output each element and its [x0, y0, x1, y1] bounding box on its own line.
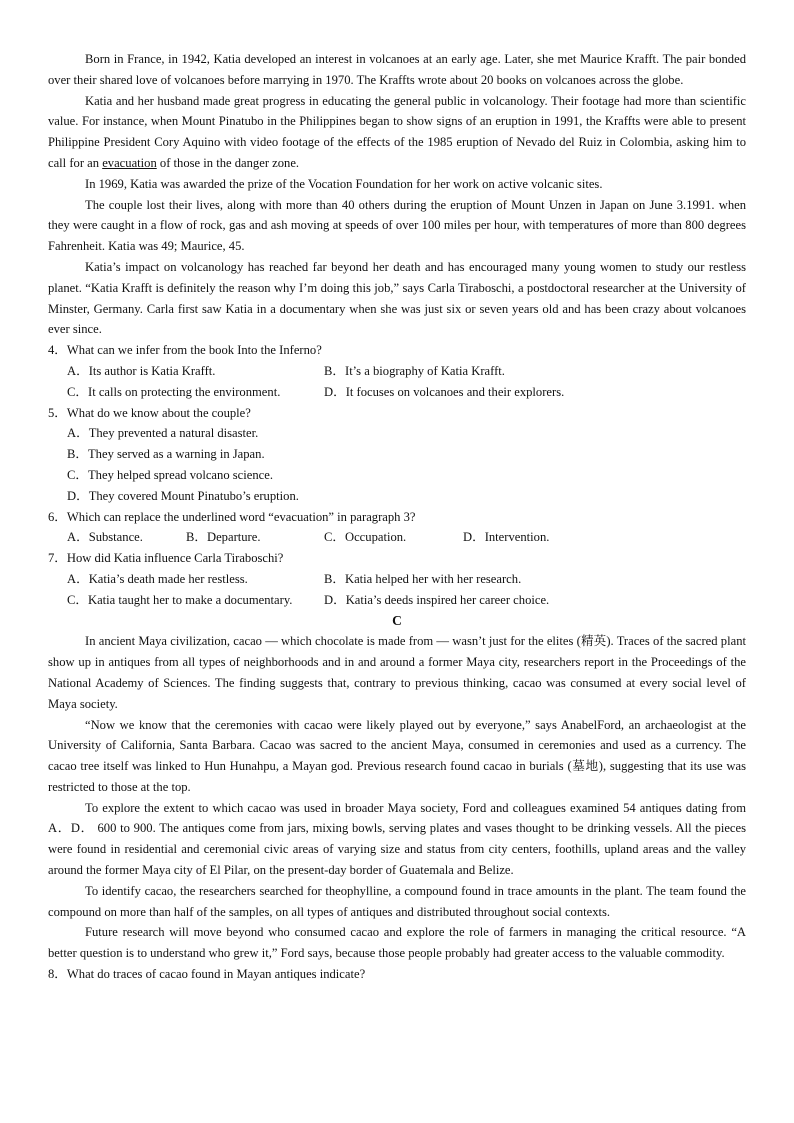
question-5-option-b: B．They served as a warning in Japan.	[67, 447, 265, 462]
underlined-word-evacuation: evacuation	[102, 155, 157, 170]
passage-b-paragraph-3: In 1969, Katia was awarded the prize of the Vocation Foundation for her work on active volcanic sites.	[85, 176, 603, 191]
section-c-paragraph-4: To identify cacao, the researchers searched for theophylline, a compound found in trace amounts in the plant. The team found the compound on more than half of the samples, on all types of antiques and distributed throughout social contexts.	[48, 883, 746, 919]
question-4-option-d: D．It focuses on volcanoes and their explorers.	[324, 384, 565, 399]
passage-b-paragraph-5: Katia’s impact on volcanology has reached far beyond her death and has encouraged many young women to study our restless planet. “Katia Krafft is definitely the reason why I’m doing this job,” says Carla Tiraboschi, a postdoctoral researcher at the University of Minster, Germany. Carla first saw Katia in a documentary when she was just six or seven years old and has been crazy about volcanoes ever since.	[48, 259, 746, 337]
passage-b-paragraph-2-tail: of those in the danger zone.	[156, 155, 300, 170]
question-4-option-c: C．It calls on protecting the environment.	[67, 384, 281, 399]
question-6-stem: 6．Which can replace the underlined word “evacuation” in paragraph 3?	[48, 509, 416, 524]
question-7-option-a: A．Katia’s death made her restless.	[67, 571, 248, 586]
question-8-stem: 8．What do traces of cacao found in Mayan antiques indicate?	[48, 967, 366, 982]
question-6-option-d: D．Intervention.	[463, 530, 550, 545]
question-6-option-c: C．Occupation.	[324, 530, 407, 545]
question-4-options-row-1	[48, 361, 746, 382]
question-7-option-c: C．Katia taught her to make a documentary.	[67, 592, 293, 607]
exam-page	[48, 49, 746, 985]
question-7-option-b: B．Katia helped her with her research.	[324, 571, 522, 586]
question-5-option-c: C．They helped spread volcano science.	[67, 467, 273, 482]
question-6-option-b: B．Departure.	[186, 530, 261, 545]
question-7-stem: 7．How did Katia influence Carla Tiraboschi?	[48, 551, 284, 566]
passage-b-paragraph-1: Born in France, in 1942, Katia developed an interest in volcanoes at an early age. Later, she met Maurice Krafft. The pair bonded over their shared love of volcanoes before marrying in 1970. The Kraffts wrote about 20 books on volcanoes across the globe.	[48, 52, 746, 87]
passage-b-paragraph-2	[48, 91, 746, 174]
question-5-stem: 5．What do we know about the couple?	[48, 405, 251, 420]
question-4-options-row-2	[48, 382, 746, 403]
question-4-option-b: B．It’s a biography of Katia Krafft.	[324, 363, 505, 378]
question-5-option-a: A．They prevented a natural disaster.	[67, 426, 259, 441]
section-c-paragraph-2: “Now we know that the ceremonies with cacao were likely played out by everyone,” says AnabelFord, an archaeologist at the University of California, Santa Barbara. Cacao was sacred to the ancient Maya, consumed in ceremonies and used as a currency. The cacao tree itself was linked to Hun Hunahpu, a Mayan god. Previous research found cacao in burials (墓地), suggesting that its use was restricted to those at the top.	[48, 717, 746, 794]
question-5-option-d: D．They covered Mount Pinatubo’s eruption.	[67, 488, 299, 503]
passage-b-paragraph-2-text: Katia and her husband made great progress in educating the general public in volcanology. Their footage had more than scientific value. For instance, when Mount Pinatubo in the Philippines began to show signs of an eruption in 1991, the Kraffts were able to present Philippine President Cory Aquino with video footage of the effects of the 1985 eruption of Nevado del Ruiz in Colombia, asking him to call for an	[48, 93, 746, 170]
section-c-heading: C	[392, 612, 402, 628]
question-7-options-row-1	[48, 569, 746, 590]
question-4-stem: 4．What can we infer from the book Into the Inferno?	[48, 343, 322, 358]
question-6-option-a: A．Substance.	[67, 530, 143, 545]
section-c-paragraph-3: To explore the extent to which cacao was used in broader Maya society, Ford and colleagues examined 54 antiques dating from A．D． 600 to 900. The antiques come from jars, mixing bowls, serving plates and vases thought to be drinking vessels. All the pieces were found in residential and ceremonial civic areas of varying size and status from city centers, foothills, upland areas and the valley around the former Maya city of El Pilar, on the present-day border of Guatemala and Belize.	[48, 800, 746, 878]
section-c-paragraph-5: Future research will move beyond who consumed cacao and explore the role of farmers in managing the critical resource. “A better question is to understand who grew it,” Ford says, because those people probably had greater access to the valuable commodity.	[48, 925, 746, 961]
question-4-option-a: A．Its author is Katia Krafft.	[67, 363, 216, 378]
passage-b-paragraph-4: The couple lost their lives, along with more than 40 others during the eruption of Mount Unzen in Japan on June 3.1991. when they were caught in a flow of rock, gas and ash moving at speeds of over 100 miles per hour, with temperatures of more than 800 degrees Fahrenheit. Katia was 49; Maurice, 45.	[48, 197, 746, 254]
section-c-paragraph-1: In ancient Maya civilization, cacao — which chocolate is made from — wasn’t just for the elites (精英). Traces of the sacred plant show up in antiques from all types of neighborhoods and in and around a former Maya city, researchers report in the Proceedings of the National Academy of Sciences. The finding suggests that, contrary to previous thinking, cacao was consumed at every social level of Maya society.	[48, 634, 746, 711]
question-7-options-row-2	[48, 590, 746, 611]
question-7-option-d: D．Katia’s deeds inspired her career choice.	[324, 592, 550, 607]
question-6-options-row	[48, 527, 746, 548]
